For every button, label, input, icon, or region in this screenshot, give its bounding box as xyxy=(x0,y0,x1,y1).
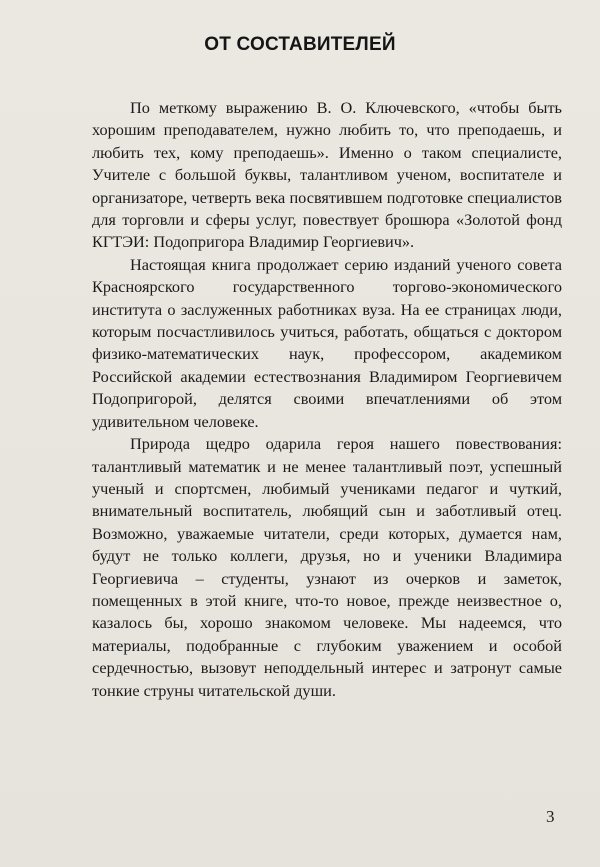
body-text xyxy=(92,97,562,702)
paragraph-2: Настоящая книга продолжает серию изданий ученого совета Красноярского государственного торгово-экономического института о заслуженных работниках вуза. На ее страницах люди, которым посчастливилось учиться, работать, общаться с доктором физико-математических наук, профессором, академиком Российской академии естествознания Владимиром Георгиевичем Подопригорой, делятся своими впечатлениями об этом удивительном человеке. xyxy=(92,254,562,431)
paragraph-3: Природа щедро одарила героя нашего повествования: талантливый математик и не менее талантливый поэт, успешный ученый и спортсмен, любимый учениками педагог и чуткий, внимательный воспитатель, любящий сын и заботливый отец. Возможно, уважаемые читатели, среди которых, думается нам, будут не только коллеги, друзья, но и ученики Владимира Георгиевича – студенты, узнают из очерков и заметок, помещенных в этой книге, что-то новое, прежде неизвестное о, казалось бы, хорошо знакомом человеке. Мы надеемся, что материалы, подобранные с глубоким уважением и особой сердечностью, вызовут неподдельный интерес и затронут самые тонкие струны читательской души. xyxy=(92,434,562,700)
paragraph-1: По меткому выражению В. О. Ключевского, «чтобы быть хорошим преподавателем, нужно любить то, что преподаешь, и любить тех, кому преподаешь». Именно о таком специалисте, Учителе с большой буквы, талантливом ученом, воспитателе и организаторе, четверть века посвятившем подготовке специалистов для торговли и сферы услуг, повествует брошюра «Золотой фонд КГТЭИ: Подопригора Владимир Георгиевич». xyxy=(92,98,562,252)
page-title: ОТ СОСТАВИТЕЛЕЙ xyxy=(204,34,396,55)
page-number: 3 xyxy=(546,807,555,826)
